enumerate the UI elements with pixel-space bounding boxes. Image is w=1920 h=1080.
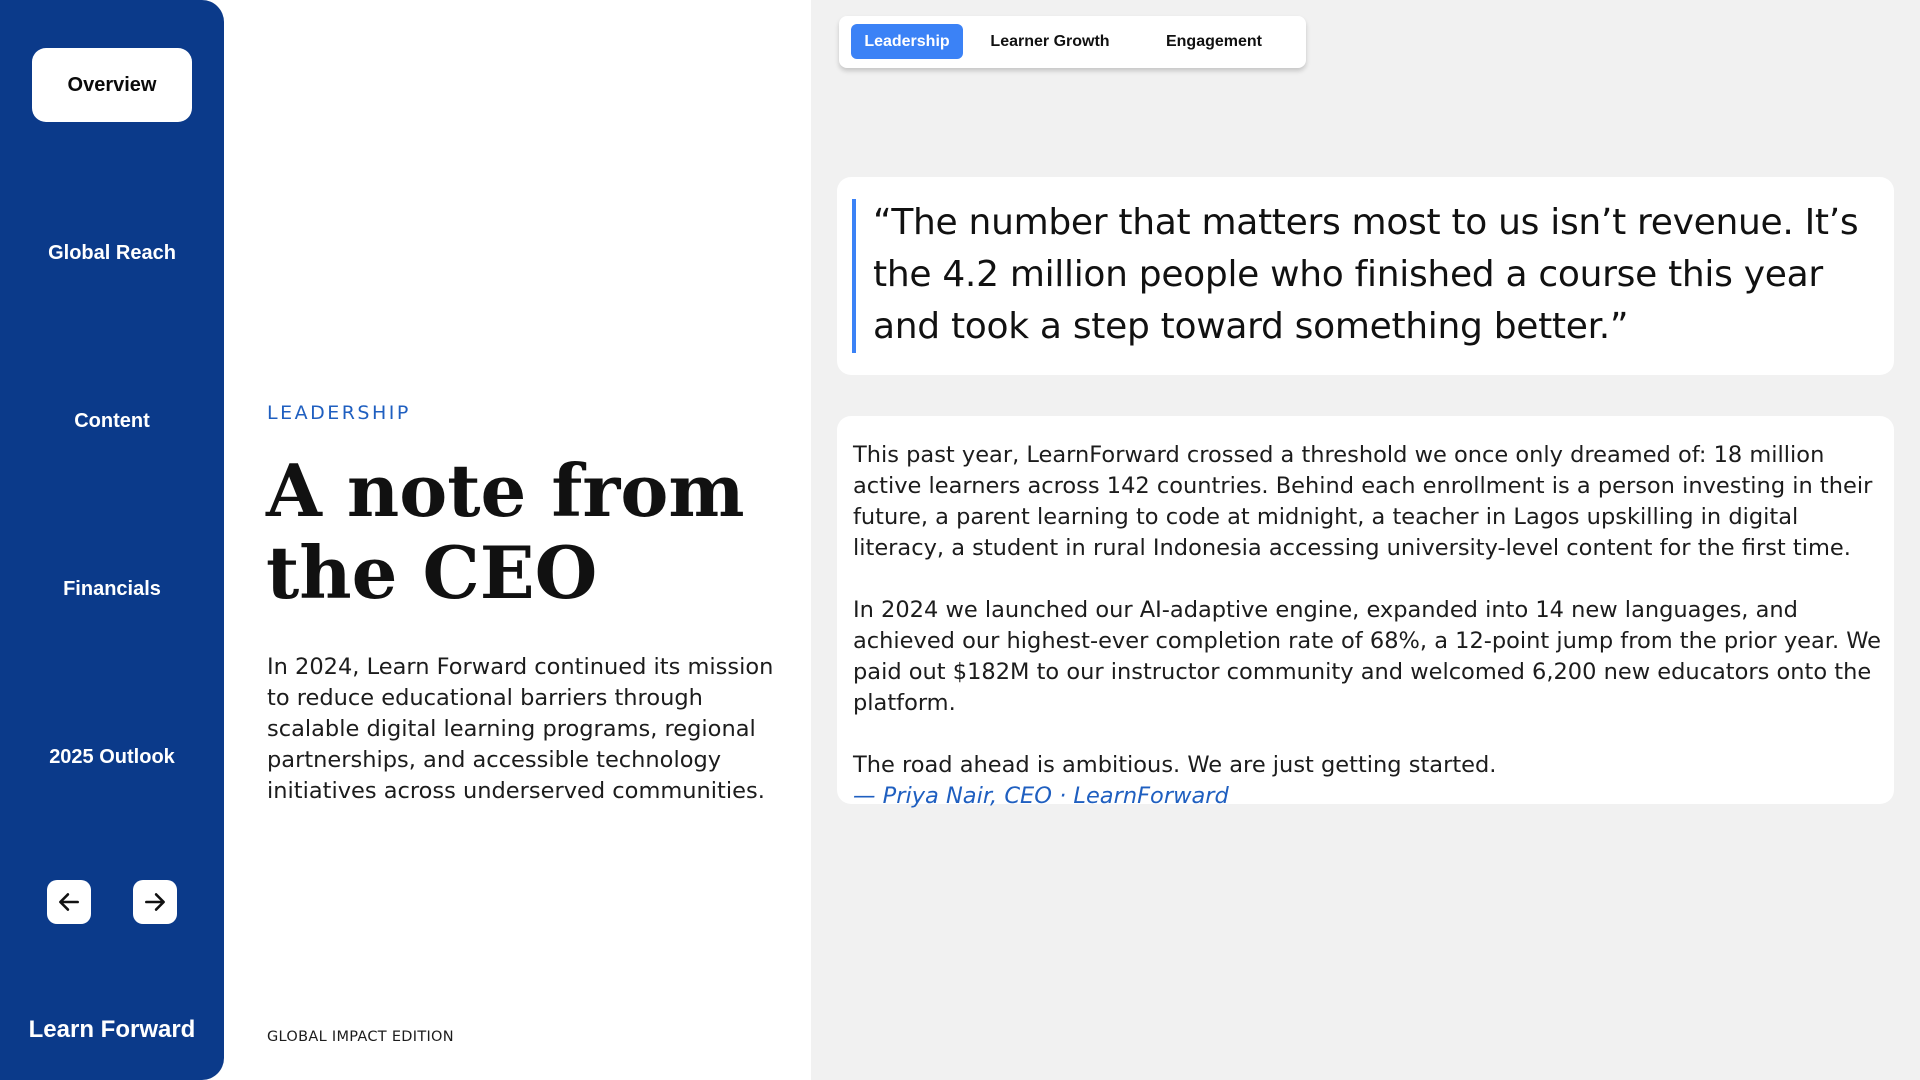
tab-bar [839, 16, 1306, 68]
letter-body [853, 440, 1883, 812]
sidebar-item-global-reach[interactable]: Global Reach [48, 241, 176, 264]
next-button[interactable] [133, 880, 177, 924]
arrow-left-icon [56, 889, 82, 915]
tab-leadership[interactable]: Leadership [851, 24, 963, 59]
sidebar-item-content[interactable]: Content [74, 409, 150, 432]
previous-button[interactable] [47, 880, 91, 924]
sidebar-item-financials[interactable]: Financials [63, 577, 161, 600]
arrow-right-icon [142, 889, 168, 915]
edition-label: GLOBAL IMPACT EDITION [267, 1029, 454, 1045]
page-title: A note from the CEO [266, 448, 745, 615]
sidebar-item-overview[interactable]: Overview [32, 48, 192, 122]
letter-paragraph-2: In 2024 we launched our AI-adaptive engine, expanded into 14 new languages, and achieved our highest-ever completion rate of 68%, a 12-point jump from the prior year. We paid out $182M to our instructor community and welcomed 6,200 new educators onto the platform. [853, 597, 1882, 716]
content-pane [811, 0, 1920, 1080]
letter-paragraph-1: This past year, LearnForward crossed a threshold we once only dreamed of: 18 million active learners across 142 countries. Behind each enrollment is a person investing in their future, a parent learning to code at midnight, a teacher in Lagos upskilling in digital literacy, a student in rural Indonesia accessing university-level content for the first time. [853, 442, 1873, 561]
intro-text: In 2024, Learn Forward continued its mission to reduce educational barriers through scalable digital learning programs, regional partnerships, and accessible technology initiatives across underserved communities. [267, 654, 774, 804]
quote-card [837, 177, 1894, 375]
section-eyebrow: LEADERSHIP [267, 402, 411, 424]
ceo-quote: “The number that matters most to us isn’t revenue. It’s the 4.2 million people who finished a course this year and took a step toward something better.” [873, 202, 1859, 347]
letter-card [837, 416, 1894, 809]
quote-accent-bar [852, 199, 856, 353]
brand-name: Learn Forward [28, 1016, 196, 1043]
tab-learner-growth[interactable]: Learner Growth [990, 32, 1110, 50]
intro-pane [224, 0, 811, 1080]
sidebar-item-2025-outlook[interactable]: 2025 Outlook [49, 745, 175, 768]
letter-closing: The road ahead is ambitious. We are just getting started. [853, 752, 1497, 778]
letter-signature: — Priya Nair, CEO · LearnForward [853, 783, 1229, 809]
sidebar [0, 0, 224, 1080]
letter-paragraph-3 [853, 750, 1883, 812]
tab-engagement[interactable]: Engagement [1165, 32, 1262, 50]
